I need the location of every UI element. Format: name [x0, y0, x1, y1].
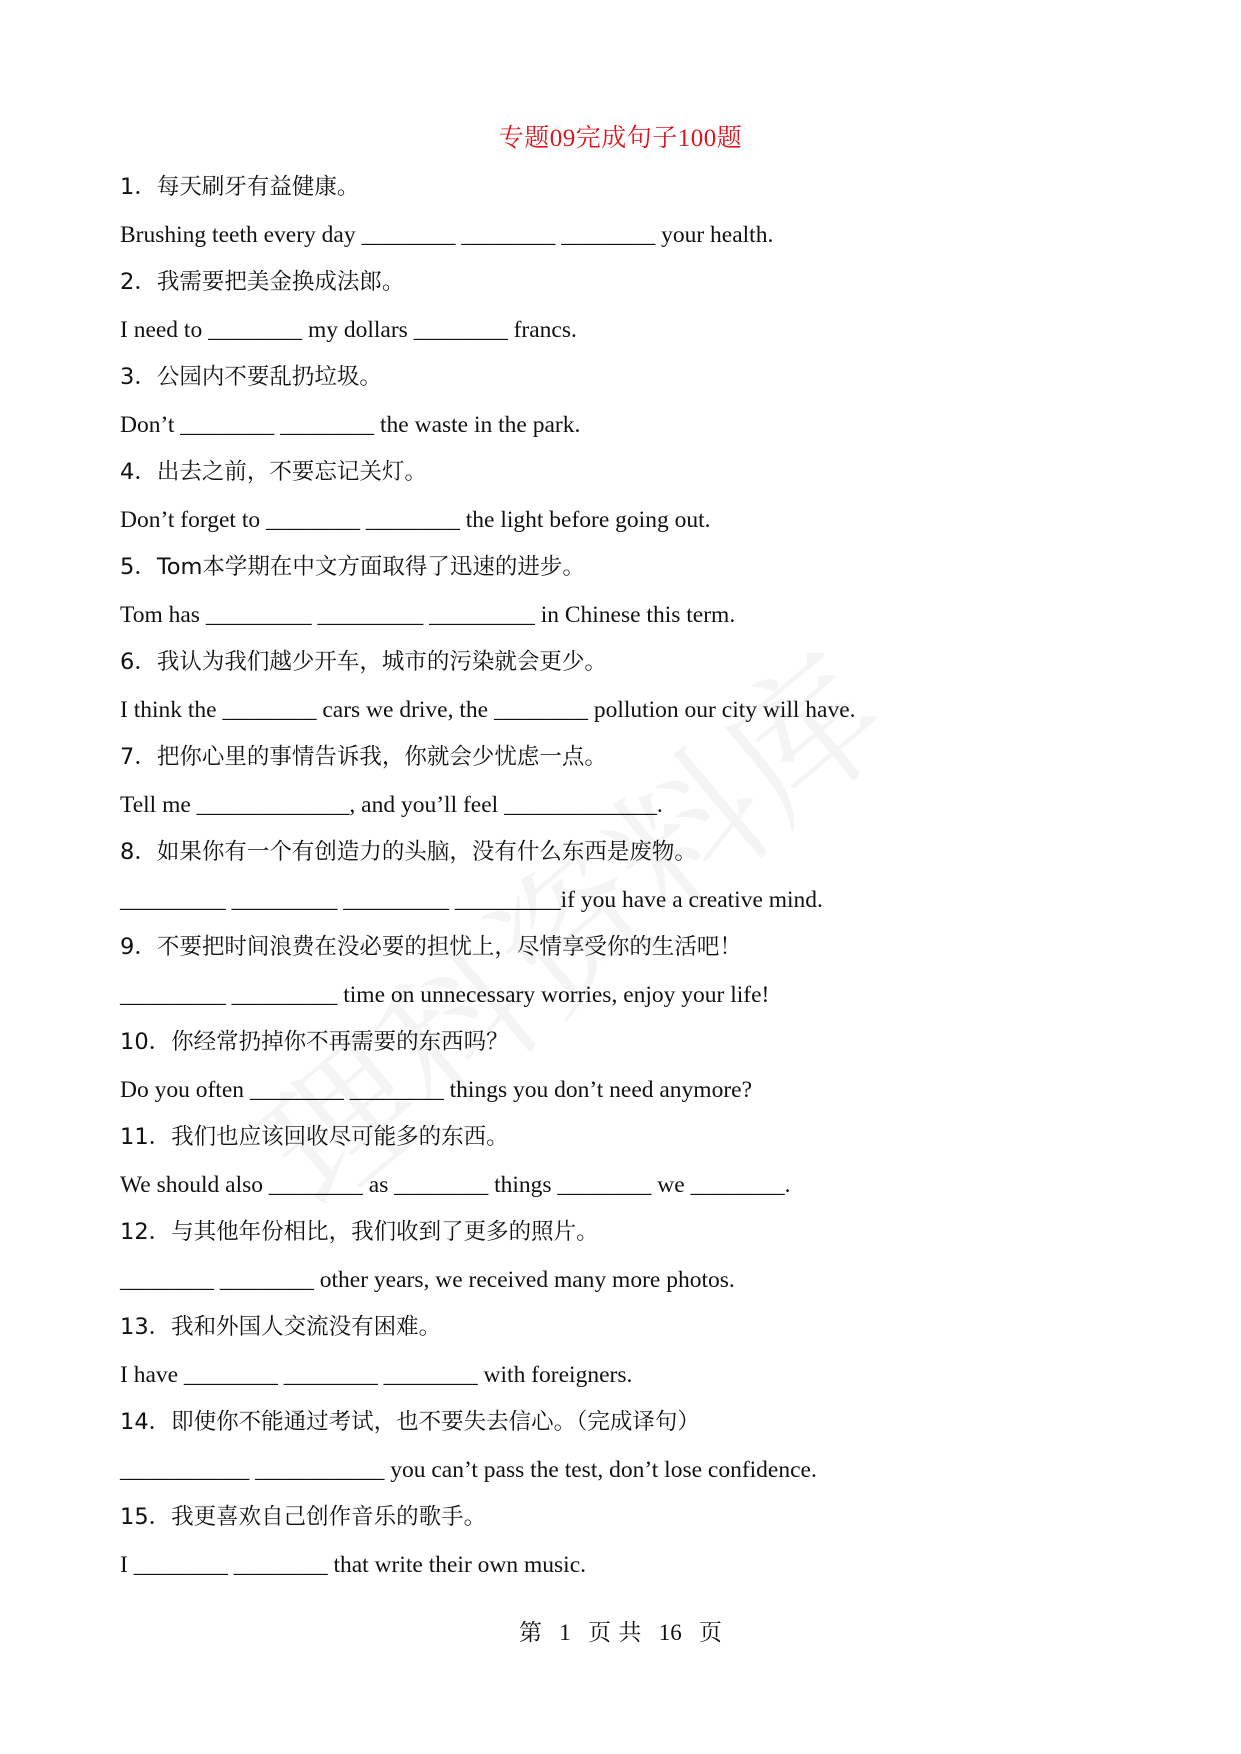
question-sentence-english: We should also ________ as ________ things ________ we ________. [120, 1171, 791, 1198]
question-item [120, 1209, 1140, 1304]
question-prompt-chinese: 12．与其他年份相比，我们收到了更多的照片。 [120, 1219, 599, 1245]
question-sentence-english: I ________ ________ that write their own music. [120, 1551, 587, 1578]
question-item [120, 354, 1140, 449]
footer-suffix: 页 [699, 1620, 723, 1646]
question-list [120, 164, 1140, 1589]
question-item [120, 924, 1140, 1019]
question-sentence-english: _________ _________ time on unnecessary worries, enjoy your life! [120, 981, 770, 1008]
question-item [120, 1019, 1140, 1114]
question-prompt-chinese: 7．把你心里的事情告诉我，你就会少忧虑一点。 [120, 744, 607, 770]
question-prompt-chinese: 4．出去之前，不要忘记关灯。 [120, 459, 427, 485]
footer-page-number: 1 [559, 1620, 571, 1645]
question-prompt-chinese: 9．不要把时间浪费在没必要的担忧上，尽情享受你的生活吧！ [120, 934, 742, 960]
question-sentence-english: Brushing teeth every day ________ ________ ________ your health. [120, 221, 774, 248]
question-prompt-chinese: 15．我更喜欢自己创作音乐的歌手。 [120, 1504, 487, 1530]
question-sentence-english: ________ ________ other years, we received many more photos. [120, 1266, 735, 1293]
page-footer [0, 1614, 1241, 1647]
question-sentence-english: Tom has _________ _________ _________ in Chinese this term. [120, 601, 736, 628]
question-prompt-chinese: 10．你经常扔掉你不再需要的东西吗？ [120, 1029, 509, 1055]
question-prompt-chinese: 14．即使你不能通过考试，也不要失去信心。（完成译句） [120, 1409, 700, 1435]
question-sentence-english: I have ________ ________ ________ with foreigners. [120, 1361, 633, 1388]
page-title: 专题09完成句子100题 [498, 125, 743, 152]
question-item [120, 164, 1140, 259]
question-item [120, 734, 1140, 829]
question-item [120, 829, 1140, 924]
question-item [120, 1494, 1140, 1589]
question-item [120, 1114, 1140, 1209]
question-item [120, 449, 1140, 544]
question-prompt-chinese: 5．Tom本学期在中文方面取得了迅速的进步。 [120, 554, 585, 580]
question-item [120, 1304, 1140, 1399]
question-prompt-chinese: 8．如果你有一个有创造力的头脑，没有什么东西是废物。 [120, 839, 697, 865]
question-item [120, 639, 1140, 734]
question-prompt-chinese: 13．我和外国人交流没有困难。 [120, 1314, 442, 1340]
question-item [120, 1399, 1140, 1494]
question-item [120, 544, 1140, 639]
footer-prefix: 第 [518, 1620, 542, 1646]
question-sentence-english: I need to ________ my dollars ________ francs. [120, 316, 577, 343]
question-sentence-english: Do you often ________ ________ things you don’t need anymore? [120, 1076, 753, 1103]
question-prompt-chinese: 3．公园内不要乱扔垃圾。 [120, 364, 382, 390]
question-prompt-chinese: 6．我认为我们越少开车，城市的污染就会更少。 [120, 649, 607, 675]
footer-total-pages: 16 [658, 1620, 682, 1645]
question-prompt-chinese: 11．我们也应该回收尽可能多的东西。 [120, 1124, 509, 1150]
question-sentence-english: Don’t forget to ________ ________ the light before going out. [120, 506, 711, 533]
question-prompt-chinese: 2．我需要把美金换成法郎。 [120, 269, 405, 295]
question-sentence-english: Tell me _____________, and you’ll feel _____________. [120, 791, 663, 818]
question-sentence-english: ___________ ___________ you can’t pass the test, don’t lose confidence. [120, 1456, 817, 1483]
question-item [120, 259, 1140, 354]
question-sentence-english: Don’t ________ ________ the waste in the park. [120, 411, 581, 438]
question-sentence-english: I think the ________ cars we drive, the ________ pollution our city will have. [120, 696, 856, 723]
footer-middle: 页 共 [588, 1620, 642, 1646]
question-sentence-english: _________ _________ _________ _________if you have a creative mind. [120, 886, 823, 913]
question-prompt-chinese: 1．每天刷牙有益健康。 [120, 174, 360, 200]
